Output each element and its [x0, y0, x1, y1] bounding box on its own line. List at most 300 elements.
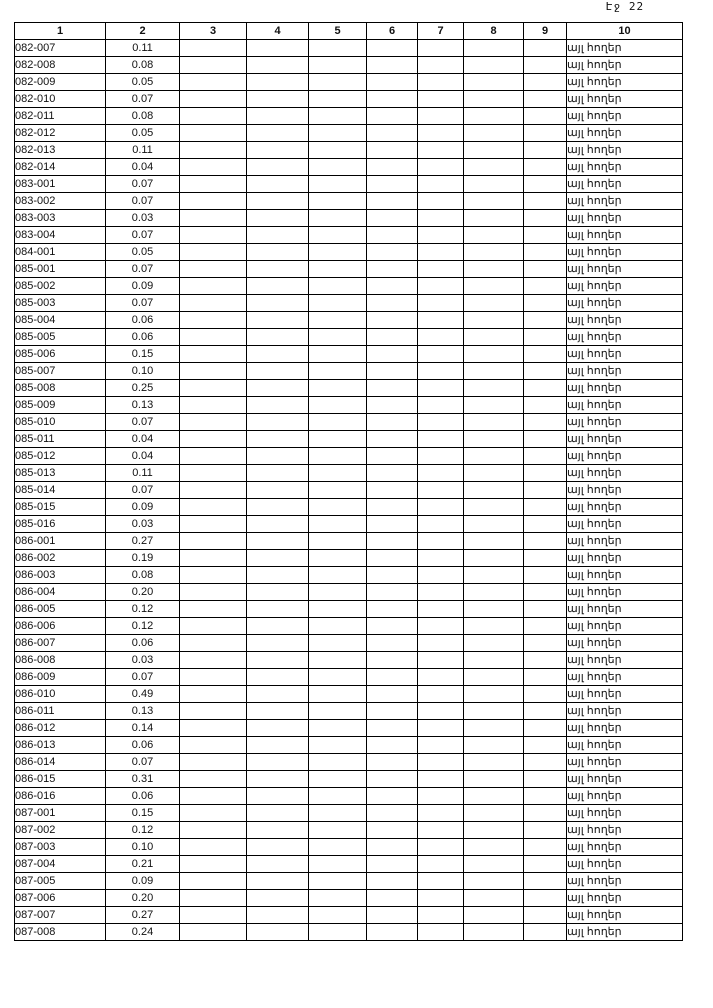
empty-cell [464, 516, 524, 533]
empty-cell [464, 737, 524, 754]
land-type-cell: այլ հողեր [567, 278, 683, 295]
empty-cell [464, 584, 524, 601]
empty-cell [309, 363, 367, 380]
empty-cell [464, 159, 524, 176]
area-value-cell: 0.11 [106, 465, 180, 482]
land-type-cell: այլ հողեր [567, 788, 683, 805]
empty-cell [180, 584, 247, 601]
empty-cell [524, 261, 567, 278]
empty-cell [418, 822, 464, 839]
table-row [15, 533, 683, 550]
table-row [15, 193, 683, 210]
land-type-cell: այլ հողեր [567, 176, 683, 193]
empty-cell [247, 669, 309, 686]
empty-cell [367, 720, 418, 737]
empty-cell [309, 907, 367, 924]
parcel-code-cell: 087-008 [15, 924, 106, 941]
empty-cell [367, 482, 418, 499]
parcel-code-cell: 086-005 [15, 601, 106, 618]
empty-cell [180, 295, 247, 312]
empty-cell [247, 822, 309, 839]
table-row [15, 244, 683, 261]
empty-cell [180, 346, 247, 363]
table-row [15, 550, 683, 567]
empty-cell [367, 448, 418, 465]
table-row [15, 788, 683, 805]
empty-cell [309, 159, 367, 176]
empty-cell [464, 74, 524, 91]
land-type-cell: այլ հողեր [567, 856, 683, 873]
empty-cell [464, 839, 524, 856]
empty-cell [180, 363, 247, 380]
empty-cell [309, 924, 367, 941]
table-row [15, 74, 683, 91]
empty-cell [180, 57, 247, 74]
empty-cell [180, 720, 247, 737]
area-value-cell: 0.03 [106, 210, 180, 227]
empty-cell [464, 176, 524, 193]
empty-cell [180, 856, 247, 873]
land-type-cell: այլ հողեր [567, 159, 683, 176]
parcel-code-cell: 085-016 [15, 516, 106, 533]
empty-cell [247, 618, 309, 635]
table-row [15, 652, 683, 669]
parcel-code-cell: 086-008 [15, 652, 106, 669]
empty-cell [464, 57, 524, 74]
empty-cell [309, 499, 367, 516]
empty-cell [524, 329, 567, 346]
parcel-code-cell: 086-011 [15, 703, 106, 720]
area-value-cell: 0.15 [106, 805, 180, 822]
empty-cell [367, 431, 418, 448]
empty-cell [524, 924, 567, 941]
empty-cell [180, 601, 247, 618]
empty-cell [367, 210, 418, 227]
column-header: 3 [180, 23, 247, 40]
empty-cell [524, 839, 567, 856]
parcel-code-cell: 082-011 [15, 108, 106, 125]
empty-cell [247, 380, 309, 397]
empty-cell [247, 754, 309, 771]
parcel-code-cell: 084-001 [15, 244, 106, 261]
empty-cell [180, 108, 247, 125]
parcel-code-cell: 085-006 [15, 346, 106, 363]
table-body [15, 40, 683, 941]
empty-cell [524, 210, 567, 227]
empty-cell [247, 805, 309, 822]
empty-cell [418, 329, 464, 346]
empty-cell [524, 516, 567, 533]
empty-cell [180, 839, 247, 856]
land-type-cell: այլ հողեր [567, 295, 683, 312]
empty-cell [367, 465, 418, 482]
empty-cell [524, 669, 567, 686]
empty-cell [524, 40, 567, 57]
empty-cell [524, 737, 567, 754]
area-value-cell: 0.03 [106, 652, 180, 669]
empty-cell [367, 142, 418, 159]
land-type-cell: այլ հողեր [567, 907, 683, 924]
empty-cell [309, 839, 367, 856]
empty-cell [180, 176, 247, 193]
area-value-cell: 0.08 [106, 108, 180, 125]
empty-cell [524, 244, 567, 261]
area-value-cell: 0.15 [106, 346, 180, 363]
empty-cell [524, 788, 567, 805]
land-type-cell: այլ հողեր [567, 771, 683, 788]
empty-cell [418, 856, 464, 873]
empty-cell [180, 873, 247, 890]
empty-cell [309, 550, 367, 567]
area-value-cell: 0.14 [106, 720, 180, 737]
empty-cell [309, 142, 367, 159]
empty-cell [418, 516, 464, 533]
land-type-cell: այլ հողեր [567, 703, 683, 720]
column-header: 6 [367, 23, 418, 40]
land-type-cell: այլ հողեր [567, 924, 683, 941]
empty-cell [418, 771, 464, 788]
parcel-code-cell: 086-016 [15, 788, 106, 805]
table-row [15, 754, 683, 771]
empty-cell [464, 907, 524, 924]
empty-cell [180, 40, 247, 57]
land-type-cell: այլ հողեր [567, 499, 683, 516]
empty-cell [247, 703, 309, 720]
empty-cell [464, 856, 524, 873]
empty-cell [367, 737, 418, 754]
empty-cell [524, 142, 567, 159]
empty-cell [367, 533, 418, 550]
empty-cell [367, 805, 418, 822]
empty-cell [367, 516, 418, 533]
table-row [15, 159, 683, 176]
table-row [15, 278, 683, 295]
empty-cell [524, 108, 567, 125]
empty-cell [180, 312, 247, 329]
empty-cell [418, 108, 464, 125]
empty-cell [309, 822, 367, 839]
empty-cell [464, 873, 524, 890]
table-row [15, 448, 683, 465]
area-value-cell: 0.05 [106, 74, 180, 91]
empty-cell [180, 380, 247, 397]
parcel-code-cell: 085-007 [15, 363, 106, 380]
empty-cell [309, 278, 367, 295]
parcel-code-cell: 086-007 [15, 635, 106, 652]
area-value-cell: 0.13 [106, 703, 180, 720]
empty-cell [367, 329, 418, 346]
empty-cell [247, 261, 309, 278]
empty-cell [309, 754, 367, 771]
empty-cell [418, 380, 464, 397]
empty-cell [247, 346, 309, 363]
empty-cell [524, 856, 567, 873]
empty-cell [418, 652, 464, 669]
table-row [15, 397, 683, 414]
area-value-cell: 0.12 [106, 822, 180, 839]
empty-cell [309, 805, 367, 822]
area-value-cell: 0.27 [106, 907, 180, 924]
empty-cell [464, 312, 524, 329]
land-type-cell: այլ հողեր [567, 193, 683, 210]
empty-cell [464, 924, 524, 941]
empty-cell [464, 363, 524, 380]
empty-cell [464, 295, 524, 312]
empty-cell [247, 873, 309, 890]
area-value-cell: 0.03 [106, 516, 180, 533]
empty-cell [464, 40, 524, 57]
table-row [15, 210, 683, 227]
empty-cell [180, 125, 247, 142]
empty-cell [367, 856, 418, 873]
area-value-cell: 0.12 [106, 601, 180, 618]
empty-cell [247, 601, 309, 618]
empty-cell [180, 91, 247, 108]
empty-cell [524, 397, 567, 414]
area-value-cell: 0.10 [106, 363, 180, 380]
empty-cell [247, 176, 309, 193]
empty-cell [367, 278, 418, 295]
empty-cell [247, 635, 309, 652]
area-value-cell: 0.04 [106, 448, 180, 465]
empty-cell [418, 703, 464, 720]
empty-cell [464, 601, 524, 618]
table-row [15, 805, 683, 822]
empty-cell [367, 397, 418, 414]
parcel-code-cell: 085-002 [15, 278, 106, 295]
empty-cell [524, 227, 567, 244]
empty-cell [464, 890, 524, 907]
empty-cell [367, 669, 418, 686]
empty-cell [247, 686, 309, 703]
empty-cell [247, 533, 309, 550]
empty-cell [309, 57, 367, 74]
empty-cell [418, 295, 464, 312]
empty-cell [418, 159, 464, 176]
empty-cell [309, 176, 367, 193]
empty-cell [180, 499, 247, 516]
empty-cell [309, 482, 367, 499]
empty-cell [309, 788, 367, 805]
area-value-cell: 0.07 [106, 754, 180, 771]
empty-cell [309, 448, 367, 465]
column-header: 2 [106, 23, 180, 40]
page-number: Էջ 22 [606, 0, 645, 13]
empty-cell [180, 924, 247, 941]
parcel-code-cell: 086-004 [15, 584, 106, 601]
land-type-cell: այլ հողեր [567, 380, 683, 397]
table-row [15, 907, 683, 924]
empty-cell [464, 805, 524, 822]
empty-cell [247, 907, 309, 924]
parcel-code-cell: 086-001 [15, 533, 106, 550]
empty-cell [180, 159, 247, 176]
area-value-cell: 0.49 [106, 686, 180, 703]
empty-cell [247, 465, 309, 482]
empty-cell [418, 414, 464, 431]
empty-cell [247, 448, 309, 465]
empty-cell [367, 567, 418, 584]
land-type-cell: այլ հողեր [567, 873, 683, 890]
area-value-cell: 0.06 [106, 312, 180, 329]
land-type-cell: այլ հողեր [567, 601, 683, 618]
empty-cell [247, 278, 309, 295]
empty-cell [464, 448, 524, 465]
column-header: 5 [309, 23, 367, 40]
land-type-cell: այլ հողեր [567, 720, 683, 737]
empty-cell [309, 295, 367, 312]
empty-cell [247, 890, 309, 907]
area-value-cell: 0.06 [106, 329, 180, 346]
empty-cell [524, 312, 567, 329]
empty-cell [418, 261, 464, 278]
empty-cell [247, 516, 309, 533]
empty-cell [524, 873, 567, 890]
empty-cell [309, 431, 367, 448]
empty-cell [418, 431, 464, 448]
empty-cell [180, 805, 247, 822]
table-row [15, 924, 683, 941]
empty-cell [309, 346, 367, 363]
area-value-cell: 0.07 [106, 482, 180, 499]
empty-cell [367, 890, 418, 907]
empty-cell [180, 465, 247, 482]
empty-cell [367, 788, 418, 805]
empty-cell [367, 652, 418, 669]
area-value-cell: 0.25 [106, 380, 180, 397]
table-row [15, 516, 683, 533]
empty-cell [309, 244, 367, 261]
empty-cell [309, 91, 367, 108]
table-row [15, 584, 683, 601]
table-row [15, 40, 683, 57]
empty-cell [418, 193, 464, 210]
empty-cell [524, 74, 567, 91]
empty-cell [418, 839, 464, 856]
land-type-cell: այլ հողեր [567, 346, 683, 363]
parcel-code-cell: 085-014 [15, 482, 106, 499]
area-value-cell: 0.04 [106, 159, 180, 176]
parcel-code-cell: 086-003 [15, 567, 106, 584]
empty-cell [180, 244, 247, 261]
empty-cell [309, 329, 367, 346]
parcel-code-cell: 082-013 [15, 142, 106, 159]
land-type-cell: այլ հողեր [567, 737, 683, 754]
empty-cell [464, 108, 524, 125]
land-type-cell: այլ հողեր [567, 227, 683, 244]
parcel-code-cell: 086-010 [15, 686, 106, 703]
empty-cell [309, 380, 367, 397]
empty-cell [524, 822, 567, 839]
empty-cell [309, 601, 367, 618]
empty-cell [367, 108, 418, 125]
empty-cell [367, 125, 418, 142]
area-value-cell: 0.08 [106, 567, 180, 584]
area-value-cell: 0.13 [106, 397, 180, 414]
table-row [15, 686, 683, 703]
empty-cell [180, 533, 247, 550]
empty-cell [524, 295, 567, 312]
parcel-code-cell: 086-012 [15, 720, 106, 737]
empty-cell [367, 261, 418, 278]
empty-cell [464, 346, 524, 363]
land-parcel-table [14, 22, 683, 941]
empty-cell [464, 771, 524, 788]
empty-cell [180, 142, 247, 159]
land-type-cell: այլ հողեր [567, 686, 683, 703]
parcel-code-cell: 087-005 [15, 873, 106, 890]
empty-cell [524, 584, 567, 601]
empty-cell [180, 703, 247, 720]
empty-cell [309, 108, 367, 125]
empty-cell [418, 397, 464, 414]
empty-cell [367, 74, 418, 91]
empty-cell [367, 312, 418, 329]
empty-cell [367, 703, 418, 720]
empty-cell [367, 363, 418, 380]
empty-cell [418, 924, 464, 941]
parcel-code-cell: 083-002 [15, 193, 106, 210]
empty-cell [180, 907, 247, 924]
empty-cell [464, 414, 524, 431]
area-value-cell: 0.06 [106, 737, 180, 754]
empty-cell [180, 261, 247, 278]
parcel-code-cell: 082-012 [15, 125, 106, 142]
empty-cell [180, 618, 247, 635]
area-value-cell: 0.07 [106, 261, 180, 278]
area-value-cell: 0.07 [106, 91, 180, 108]
empty-cell [180, 737, 247, 754]
table-row [15, 720, 683, 737]
empty-cell [180, 635, 247, 652]
table-row [15, 346, 683, 363]
empty-cell [464, 329, 524, 346]
area-value-cell: 0.05 [106, 125, 180, 142]
land-type-cell: այլ հողեր [567, 618, 683, 635]
empty-cell [464, 482, 524, 499]
empty-cell [180, 397, 247, 414]
empty-cell [418, 550, 464, 567]
empty-cell [247, 431, 309, 448]
parcel-code-cell: 085-001 [15, 261, 106, 278]
land-type-cell: այլ հողեր [567, 74, 683, 91]
empty-cell [309, 40, 367, 57]
area-value-cell: 0.06 [106, 635, 180, 652]
empty-cell [524, 57, 567, 74]
area-value-cell: 0.08 [106, 57, 180, 74]
empty-cell [524, 465, 567, 482]
parcel-code-cell: 086-014 [15, 754, 106, 771]
empty-cell [524, 754, 567, 771]
empty-cell [418, 227, 464, 244]
empty-cell [464, 652, 524, 669]
table-row [15, 499, 683, 516]
empty-cell [464, 635, 524, 652]
empty-cell [418, 805, 464, 822]
parcel-code-cell: 085-005 [15, 329, 106, 346]
table-row [15, 822, 683, 839]
empty-cell [247, 856, 309, 873]
area-value-cell: 0.12 [106, 618, 180, 635]
table-row [15, 635, 683, 652]
empty-cell [367, 40, 418, 57]
parcel-code-cell: 086-013 [15, 737, 106, 754]
empty-cell [367, 618, 418, 635]
empty-cell [418, 873, 464, 890]
parcel-code-cell: 083-001 [15, 176, 106, 193]
empty-cell [464, 788, 524, 805]
empty-cell [464, 431, 524, 448]
